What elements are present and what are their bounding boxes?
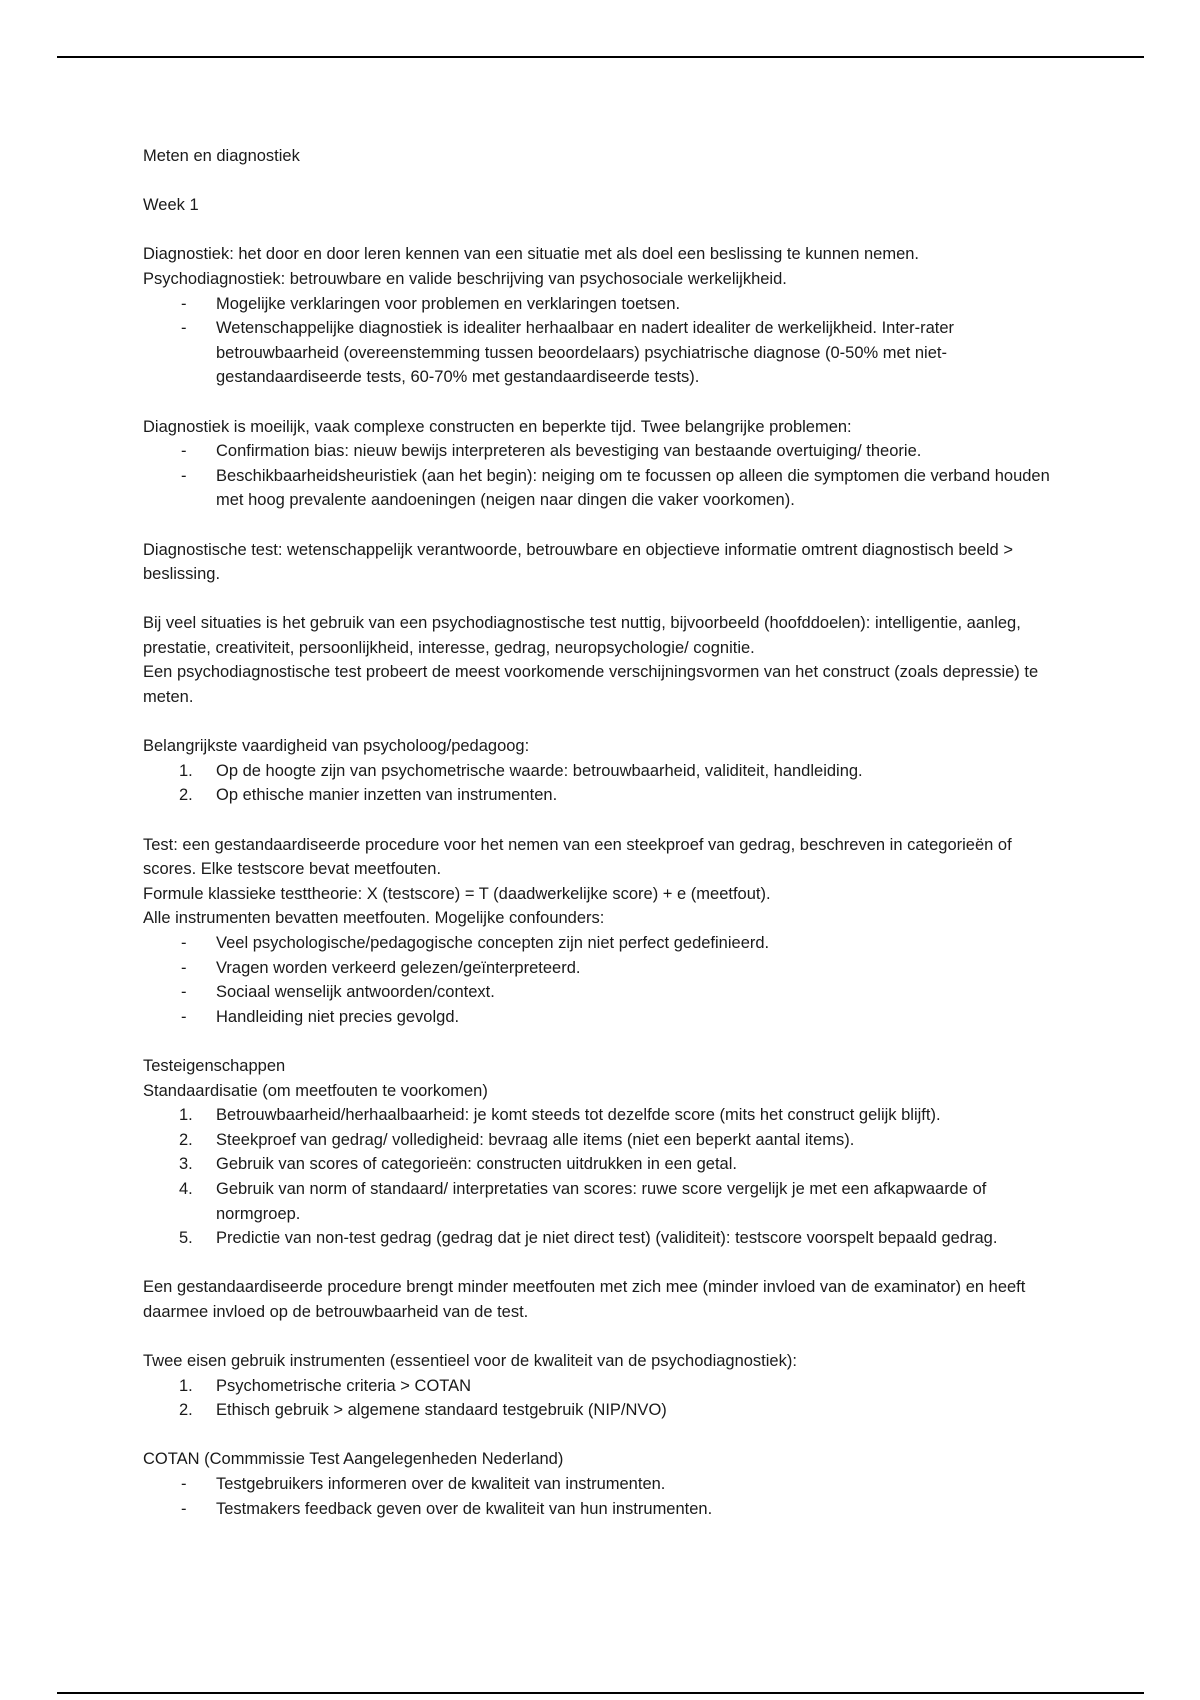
- list-item: [143, 759, 1063, 784]
- skills-section: [143, 734, 1063, 808]
- list-item-text: Beschikbaarheidsheuristiek (aan het begin): neiging om te focussen op alleen die symptomen die verband houden met hoog prevalente aandoeningen (neigen naar dingen die vaker voorkomen).: [216, 466, 1050, 510]
- test-definition: Test: een gestandaardiseerde procedure voor het nemen van een steekproef van gedrag, beschreven in categorieën of scores. Elke testscore bevat meetfouten.: [143, 835, 1012, 879]
- requirements-numbered-list: [143, 1374, 1063, 1423]
- list-item-text: Testmakers feedback geven over de kwaliteit van hun instrumenten.: [216, 1499, 713, 1518]
- cotan-heading: COTAN (Commmissie Test Aangelegenheden Nederland): [143, 1450, 564, 1469]
- number-marker: 2.: [179, 786, 193, 805]
- definition-psychodiagnostiek: Psychodiagnostiek: betrouwbare en valide beschrijving van psychosociale werkelijkheid.: [143, 269, 787, 288]
- list-item-text: Gebruik van scores of categorieën: constructen uitdrukken in een getal.: [216, 1155, 737, 1174]
- dash-marker: -: [181, 1007, 187, 1026]
- list-item-text: Veel psychologische/pedagogische concepten zijn niet perfect gedefinieerd.: [216, 934, 770, 952]
- list-item-text: Sociaal wenselijk antwoorden/context.: [216, 983, 495, 1002]
- list-item: [143, 931, 1063, 956]
- list-item-text: Op ethische manier inzetten van instrumenten.: [216, 786, 558, 805]
- diagnostic-test-paragraph: Diagnostische test: wetenschappelijk verantwoorde, betrouwbare en objectieve informatie omtrent diagnostisch beeld > beslissing.: [143, 540, 1013, 584]
- usage-line-1: Bij veel situaties is het gebruik van een psychodiagnostische test nuttig, bijvoorbeeld (hoofddoelen): intelligentie, aanleg, prestatie, creativiteit, persoonlijkheid, interesse, gedrag, neuropsychologie/ cognitie.: [143, 614, 1021, 657]
- usage-line-2: Een psychodiagnostische test probeert de meest voorkomende verschijningsvormen van het construct (zoals depressie) te meten.: [143, 663, 1039, 707]
- dash-marker: -: [181, 294, 187, 313]
- list-item: [143, 1497, 1063, 1522]
- list-item: [143, 1374, 1063, 1399]
- confounders-bullet-list: [143, 931, 1063, 1029]
- list-item-text: Op de hoogte zijn van psychometrische waarde: betrouwbaarheid, validiteit, handleiding.: [216, 761, 863, 780]
- intro-section: [143, 242, 1063, 390]
- number-marker: 4.: [179, 1179, 193, 1198]
- list-item: [143, 783, 1063, 808]
- list-item: [143, 980, 1063, 1005]
- dash-marker: -: [181, 1499, 187, 1518]
- document-body: [143, 144, 1063, 1521]
- list-item-text: Confirmation bias: nieuw bewijs interpreteren als bevestiging van bestaande overtuiging/ theorie.: [216, 442, 922, 461]
- cotan-section: [143, 1447, 1063, 1521]
- number-marker: 1.: [179, 761, 193, 780]
- list-item: [143, 292, 1063, 317]
- dash-marker: -: [181, 319, 187, 338]
- list-item: [143, 464, 1063, 513]
- dash-marker: -: [181, 958, 187, 977]
- list-item: [143, 1128, 1063, 1153]
- requirements-intro: Twee eisen gebruik instrumenten (essentieel voor de kwaliteit van de psychodiagnostiek):: [143, 1352, 797, 1371]
- list-item: [143, 316, 1063, 390]
- dash-marker: -: [181, 1475, 187, 1494]
- standardized-paragraph: Een gestandaardiseerde procedure brengt minder meetfouten met zich mee (minder invloed van de examinator) en heeft daarmee invloed op de betrouwbaarheid van de test.: [143, 1278, 1026, 1321]
- list-item-text: Wetenschappelijke diagnostiek is idealiter herhaalbaar en nadert idealiter de werkelijkheid. Inter-rater betrouwbaarheid (overeenstemming tussen beoordelaars) psychiatrische diagnose (0-50% met niet-gestandaardiseerde tests, 60-70% met gestandaardiseerde tests).: [216, 319, 955, 387]
- list-item-text: Predictie van non-test gedrag (gedrag dat je niet direct test) (validiteit): testscore voorspelt bepaald gedrag.: [216, 1229, 998, 1248]
- list-item-text: Testgebruikers informeren over de kwaliteit van instrumenten.: [216, 1475, 666, 1494]
- number-marker: 2.: [179, 1401, 193, 1420]
- number-marker: 3.: [179, 1155, 193, 1174]
- definition-diagnostiek: Diagnostiek: het door en door leren kennen van een situatie met als doel een beslissing te kunnen nemen.: [143, 245, 920, 264]
- number-marker: 1.: [179, 1376, 193, 1395]
- footer-rule: [57, 1692, 1144, 1694]
- dash-marker: -: [181, 934, 187, 952]
- list-item: [143, 1005, 1063, 1030]
- list-item-text: Psychometrische criteria > COTAN: [216, 1376, 472, 1395]
- list-item: [143, 1177, 1063, 1226]
- list-item: [143, 1152, 1063, 1177]
- list-item-text: Handleiding niet precies gevolgd.: [216, 1007, 460, 1026]
- skills-numbered-list: [143, 759, 1063, 808]
- list-item-text: Steekproef van gedrag/ volledigheid: bevraag alle items (niet een beperkt aantal items).: [216, 1130, 855, 1149]
- properties-section: [143, 1054, 1063, 1251]
- number-marker: 1.: [179, 1106, 193, 1125]
- properties-numbered-list: [143, 1103, 1063, 1251]
- list-item: [143, 439, 1063, 464]
- number-marker: 2.: [179, 1130, 193, 1149]
- properties-heading: Testeigenschappen: [143, 1056, 286, 1075]
- cotan-bullet-list: [143, 1472, 1063, 1521]
- list-item: [143, 1103, 1063, 1128]
- requirements-section: [143, 1349, 1063, 1423]
- list-item-text: Gebruik van norm of standaard/ interpretaties van scores: ruwe score vergelijk je met een afkapwaarde of normgroep.: [216, 1179, 987, 1223]
- list-item-text: Vragen worden verkeerd gelezen/geïnterpreteerd.: [216, 958, 581, 977]
- list-item-text: Ethisch gebruik > algemene standaard testgebruik (NIP/NVO): [216, 1401, 667, 1420]
- usage-section: [143, 611, 1063, 709]
- list-item-text: Mogelijke verklaringen voor problemen en verklaringen toetsen.: [216, 294, 681, 313]
- properties-subheading: Standaardisatie (om meetfouten te voorkomen): [143, 1081, 488, 1100]
- document-title: Meten en diagnostiek: [143, 147, 300, 165]
- list-item: [143, 1472, 1063, 1497]
- list-item-text: Betrouwbaarheid/herhaalbaarheid: je komt steeds tot dezelfde score (mits het construct gelijk blijft).: [216, 1106, 941, 1125]
- test-confounders-intro: Alle instrumenten bevatten meetfouten. Mogelijke confounders:: [143, 909, 605, 928]
- test-section: [143, 833, 1063, 1030]
- list-item: [143, 1398, 1063, 1423]
- difficulty-intro: Diagnostiek is moeilijk, vaak complexe constructen en beperkte tijd. Twee belangrijke problemen:: [143, 417, 852, 436]
- difficulty-section: [143, 415, 1063, 513]
- week-label: Week 1: [143, 196, 199, 215]
- difficulty-bullet-list: [143, 439, 1063, 513]
- list-item: [143, 1226, 1063, 1251]
- header-rule: [57, 56, 1144, 58]
- skills-intro: Belangrijkste vaardigheid van psycholoog/pedagoog:: [143, 737, 530, 756]
- test-formula: Formule klassieke testtheorie: X (testscore) = T (daadwerkelijke score) + e (meetfout).: [143, 884, 771, 903]
- number-marker: 5.: [179, 1229, 193, 1248]
- dash-marker: -: [181, 442, 187, 461]
- intro-bullet-list: [143, 292, 1063, 390]
- list-item: [143, 956, 1063, 981]
- dash-marker: -: [181, 983, 187, 1002]
- dash-marker: -: [181, 466, 187, 485]
